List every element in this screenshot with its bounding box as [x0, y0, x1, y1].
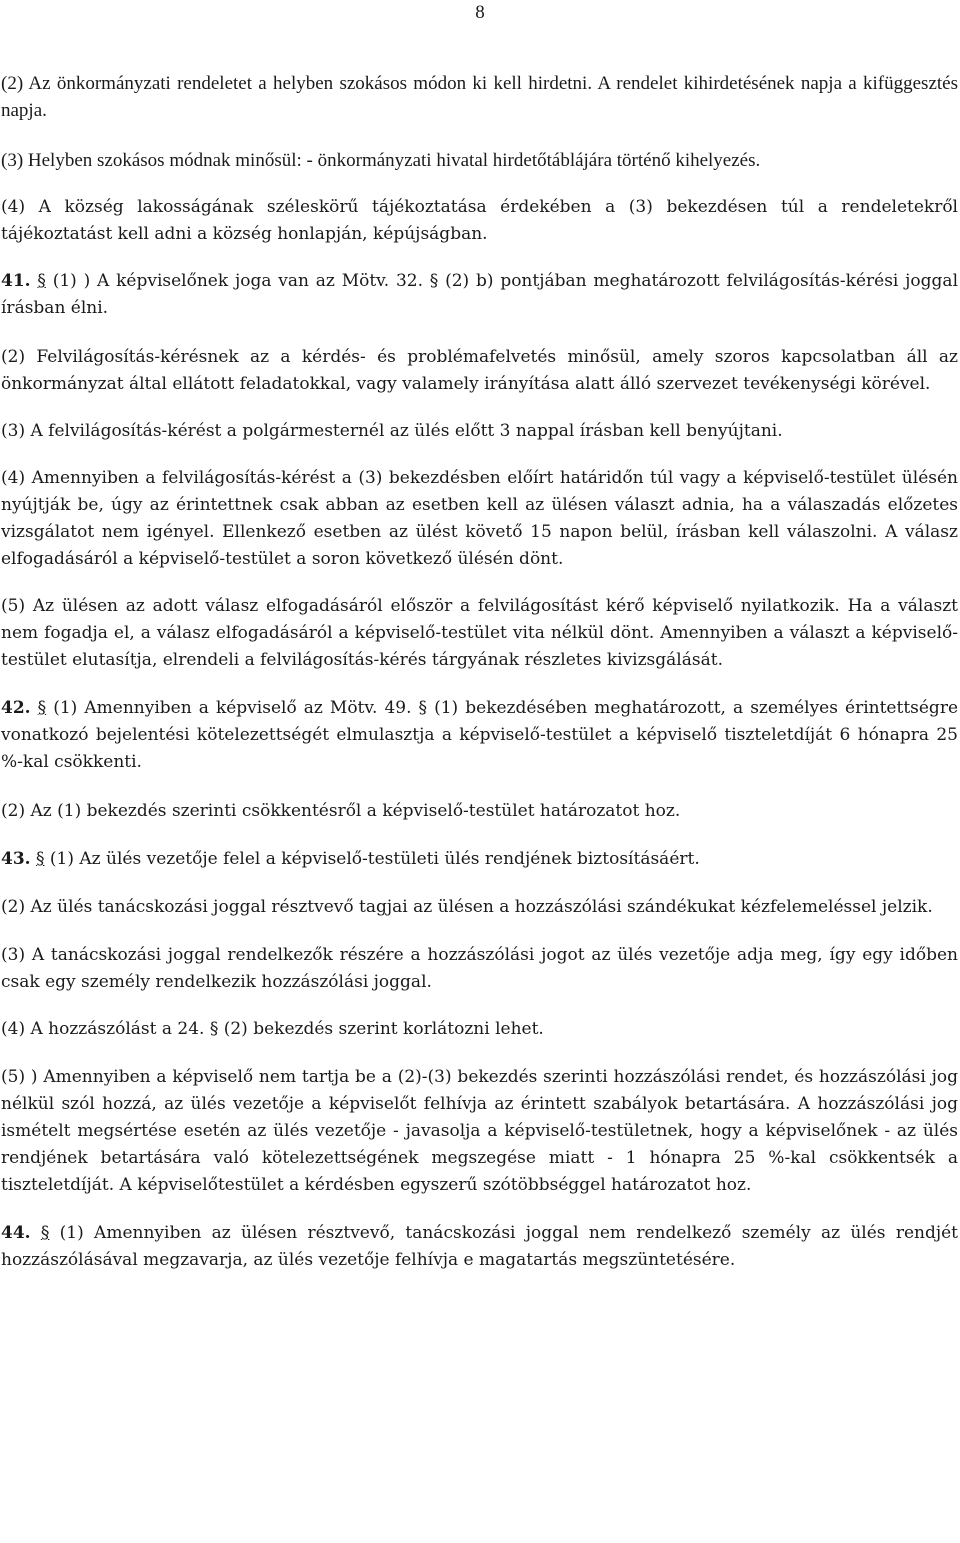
paragraph [1, 695, 958, 776]
paragraph [1, 1220, 958, 1274]
paragraph [1, 418, 958, 445]
paragraph [1, 147, 958, 174]
paragraph [1, 894, 958, 921]
paragraph [1, 942, 958, 996]
paragraph-text: (2) Felvilágosítás-kérésnek az a kérdés- és problémafelvetés minősül, amely szoros kapcsolatban áll az önkormányzat által ellátott feladatokkal, vagy valamely irányítása alatt álló szervezet tevékenységi körével. [1, 347, 958, 394]
paragraph-text: (1) Az ülés vezetője felel a képviselő-testületi ülés rendjének biztosításáért. [49, 849, 700, 869]
paragraph [1, 344, 958, 398]
paragraph-text: (1) ) A képviselőnek joga van az Mötv. 32. § (2) b) pontjában meghatározott felvilágosítás-kérési joggal írásban élni. [1, 271, 959, 318]
paragraph-text: (3) A tanácskozási joggal rendelkezők részére a hozzászólási jogot az ülés vezetője adja meg, így egy időben csak egy személy rendelkezik hozzászólási joggal. [1, 945, 958, 992]
paragraph-text: (1) Amennyiben az ülésen résztvevő, tanácskozási joggal nem rendelkező személy az ülés rendjét hozzászólásával megzavarja, az ülés vezetője felhívja e magatartás megszüntetésére. [1, 1223, 958, 1270]
paragraph-text: (3) Helyben szokásos módnak minősül: - önkormányzati hivatal hirdetőtáblájára történő kihelyezés. [1, 150, 761, 171]
paragraph-text: (2) Az önkormányzati rendeletet a helyben szokásos módon ki kell hirdetni. A rendelet kihirdetésének napja a kifüggesztés napja. [1, 73, 958, 121]
paragraph [1, 194, 958, 248]
paragraph-text: (4) Amennyiben a felvilágosítás-kérést a (3) bekezdésben előírt határidőn túl vagy a képviselő-testület ülésén nyújtják be, úgy az érintettnek csak abban az esetben kell az ülésen választ adnia, ha a válaszadás előzetes vizsgálatot nem igényel. Ellenkező esetben az ülést követő 15 napon belül, írásban kell válaszolni. A válasz elfogadásáról a képviselő-testület a soron következő ülésén dönt. [1, 468, 958, 569]
paragraph-text: (5) ) Amennyiben a képviselő nem tartja be a (2)-(3) bekezdés szerinti hozzászólási rendet, és hozzászólási jog nélkül szól hozzá, az ülés vezetője a képviselőt felhívja az érintett szabályok betartására. A hozzászólási jog ismételt megsértése esetén az ülés vezetője - javasolja a képviselő-testületnek, hogy a képviselőnek - az ülés rendjének betartására való kötelezettségének megszegése miatt - 1 hónapra 25 %-kal csökkentsék a tiszteletdíját. A képviselőtestület a kérdésben egyszerű szótöbbséggel határozatot hoz. [1, 1067, 958, 1195]
paragraph-text: (2) Az (1) bekezdés szerinti csökkentésről a képviselő-testület határozatot hoz. [1, 801, 681, 821]
section-number: 44. [1, 1223, 31, 1243]
paragraph [1, 465, 958, 573]
section-sign: § [37, 271, 46, 291]
paragraph [1, 268, 958, 322]
paragraph [1, 593, 958, 674]
page-number: 8 [475, 2, 485, 23]
section-sign: § [40, 1223, 50, 1243]
paragraph-text: (4) A község lakosságának széleskörű tájékoztatása érdekében a (3) bekezdésen túl a rendeletekről tájékoztatást kell adni a község honlapján, képújságban. [1, 197, 958, 244]
section-number: 41. [1, 271, 31, 291]
paragraph [1, 846, 958, 873]
section-sign: § [37, 698, 47, 718]
section-number: 42. [1, 698, 31, 718]
paragraph-text: (5) Az ülésen az adott válasz elfogadásáról először a felvilágosítást kérő képviselő nyilatkozik. Ha a választ nem fogadja el, a válasz elfogadásáról a képviselő-testület vita nélkül dönt. Amennyiben a választ a képviselő-testület elutasítja, elrendeli a felvilágosítás-kérés tárgyának részletes kivizsgálását. [1, 596, 958, 670]
paragraph-text: (4) A hozzászólást a 24. § (2) bekezdés szerint korlátozni lehet. [1, 1019, 544, 1039]
section-number: 43. [1, 849, 31, 869]
document-body [1, 70, 958, 1274]
paragraph [1, 70, 958, 124]
paragraph-text: (2) Az ülés tanácskozási joggal résztvevő tagjai az ülésen a hozzászólási szándékukat kézfelemeléssel jelzik. [1, 897, 933, 917]
section-sign: § [35, 849, 45, 869]
paragraph [1, 1016, 958, 1043]
paragraph [1, 798, 958, 825]
paragraph-text: (1) Amennyiben a képviselő az Mötv. 49. § (1) bekezdésében meghatározott, a személyes érintettségre vonatkozó bejelentési kötelezettségét elmulasztja a képviselő-testület a képviselő tiszteletdíját 6 hónapra 25 %-kal csökkenti. [1, 698, 959, 772]
paragraph [1, 1064, 958, 1199]
paragraph-text: (3) A felvilágosítás-kérést a polgármesternél az ülés előtt 3 nappal írásban kell benyújtani. [1, 421, 783, 441]
